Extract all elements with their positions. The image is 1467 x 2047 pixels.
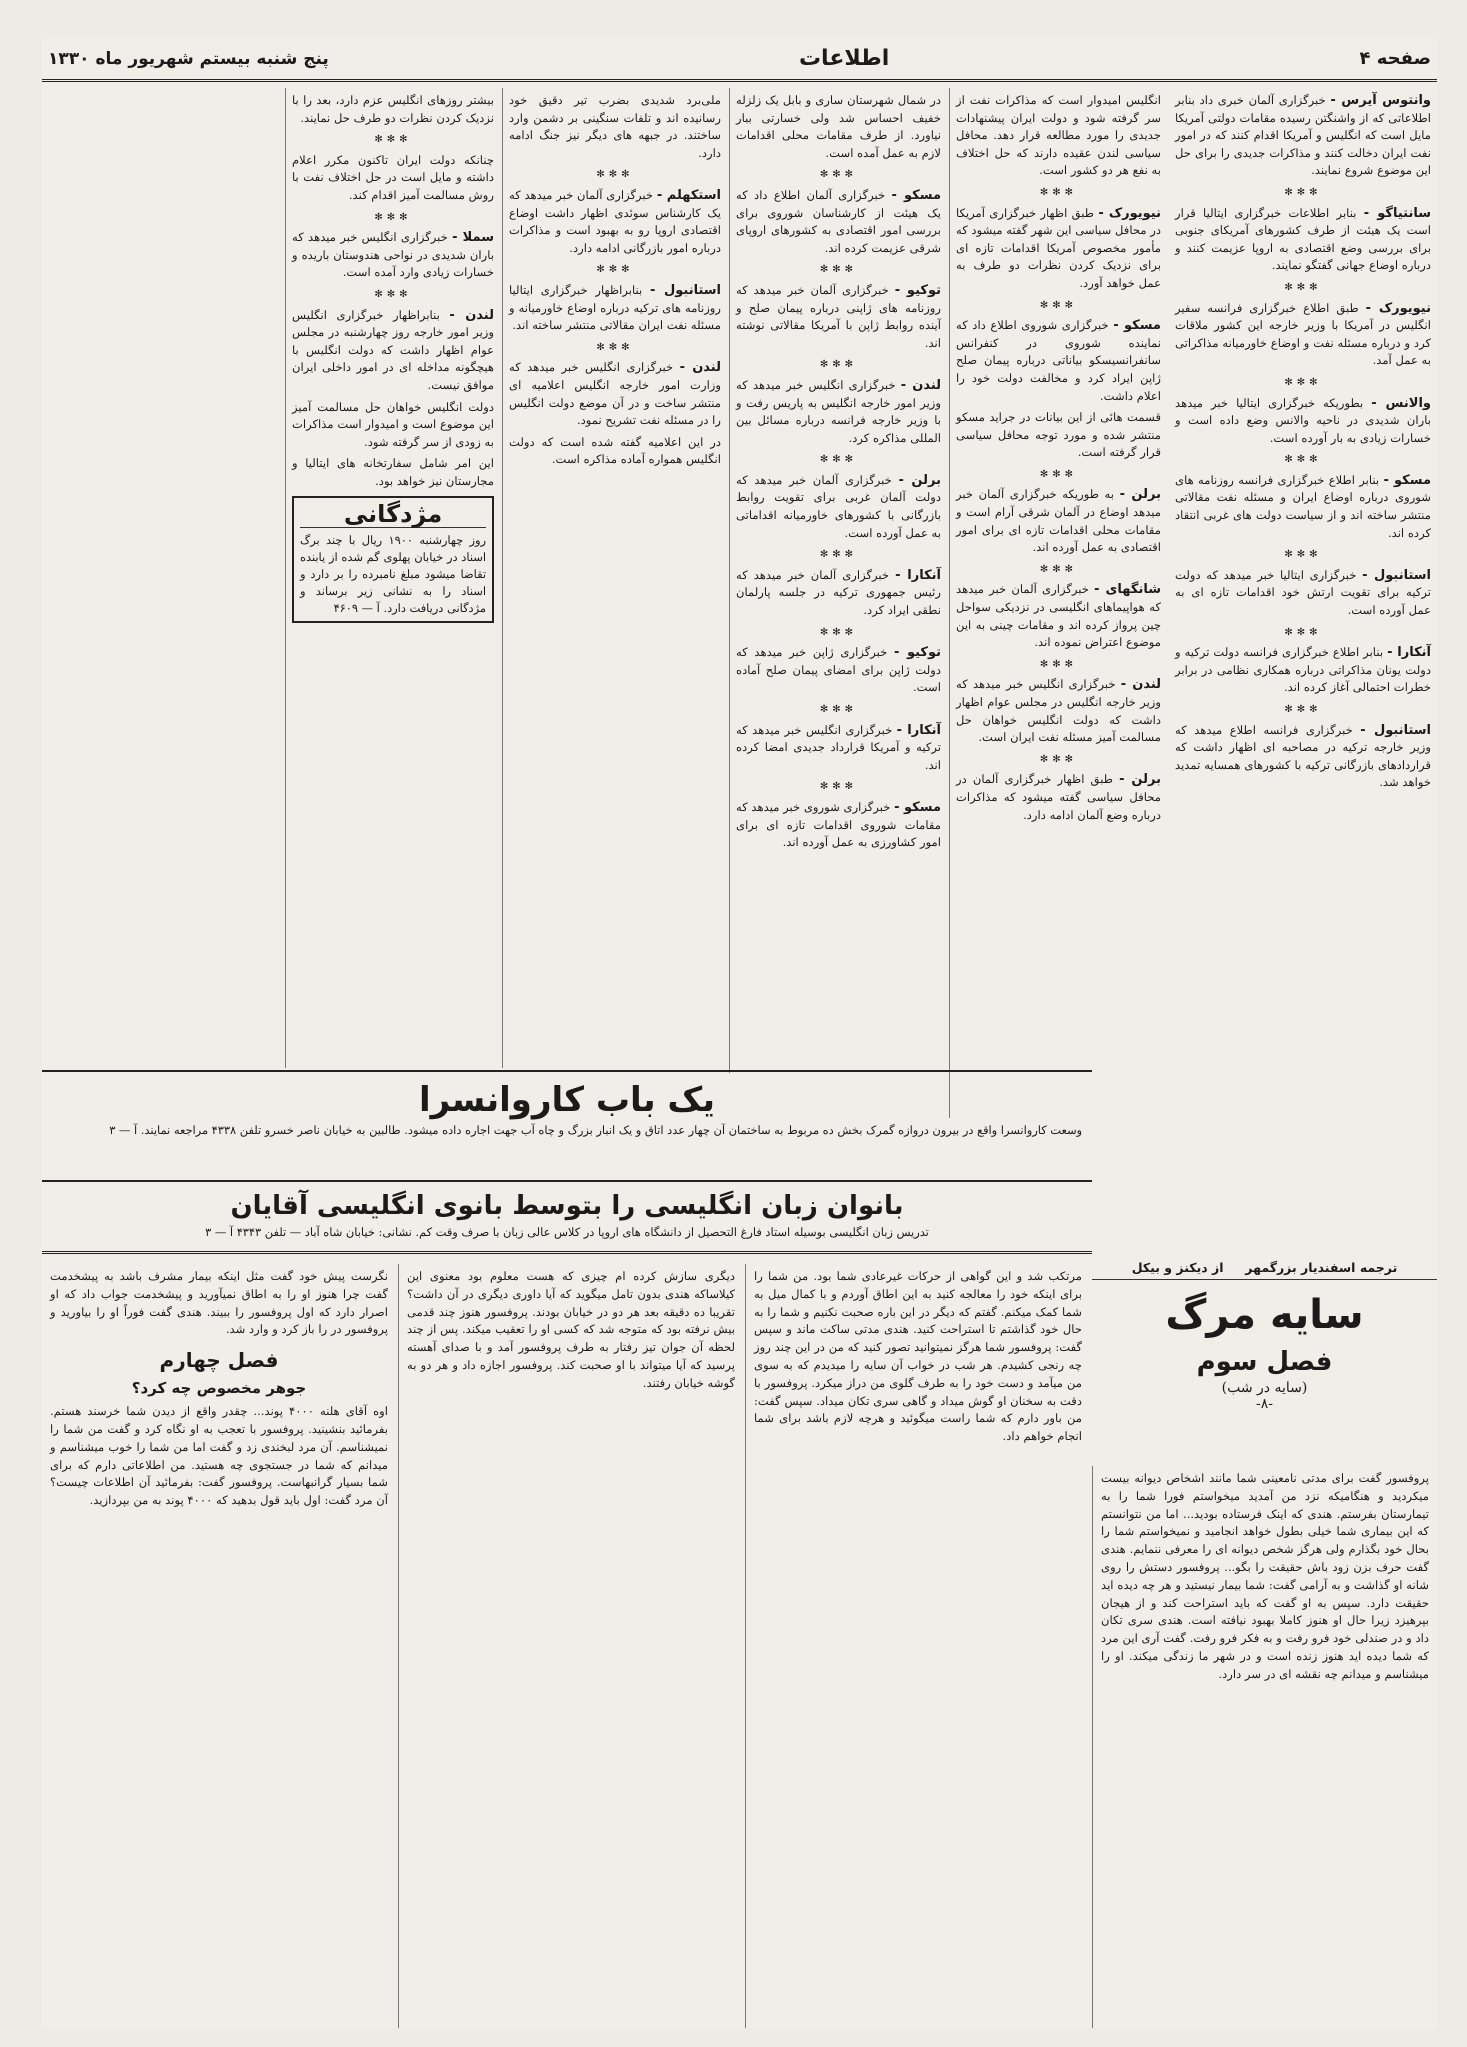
news-text: خبرگزاری شوروی خبر میدهد که مقامات شوروی اقدامات تازه ای برای امور کشاورزی به عمل آورده اند.	[736, 799, 941, 850]
dateline: استانبول -	[1360, 722, 1431, 738]
news-column-4	[502, 88, 727, 1068]
serial-title: سایه مرگ	[1165, 1292, 1364, 1338]
serial-column-4	[42, 1264, 396, 2028]
news-text: خبرگزاری آلمان خبر میدهد که یک کارشناس سوئدی اظهار داشت اوضاع اقتصادی اروپا رو به بهبود است و مذاکرات درباره امور بازرگانی ادامه دارد.	[509, 187, 721, 255]
separator: ✻✻✻	[1039, 753, 1078, 765]
news-item	[956, 317, 1161, 405]
news-item	[509, 434, 721, 469]
news-item	[736, 472, 941, 542]
news-text: طبق اظهار خبرگزاری آلمان در محافل سیاسی گفته میشود که مذاکرات درباره وضع آلمان ادامه دارد.	[956, 772, 1161, 822]
english-lessons-ad-body: تدریس زبان انگلیسی بوسیله استاد فارغ التحصیل از دانشگاه های اروپا در کلاس عالی زبان با صرف وقت کم. نشانی: خیابان شاه آباد — تلفن ۴۳۴۳ آ — ۳	[205, 1225, 929, 1239]
dateline: نیویورک -	[1365, 300, 1431, 316]
dateline: استانبول -	[1362, 567, 1432, 583]
news-text: بنابر اطلاع خبرگزاری فرانسه روزنامه های شوروی درباره اوضاع ایران و مسئله نفت مقالاتی منتشر ساخته اند و از سیاست دولت های غربی انتقاد کرده اند.	[1175, 472, 1431, 540]
serial-column-3	[398, 1264, 743, 2028]
news-text: خبرگزاری ایتالیا خبر میدهد که دولت ترکیه برای تقویت ارتش خود اقدامات تازه ای به عمل آورده است.	[1175, 567, 1431, 618]
dateline: والانس -	[1371, 395, 1431, 411]
news-item	[956, 676, 1161, 746]
english-lessons-ad-title: بانوان زبان انگلیسی را بتوسط بانوی انگلیسی آقایان	[230, 1191, 904, 1221]
news-text: خبرگزاری انگلیس خبر میدهد که وزیر امور خارجه انگلیس به پاریس رفت و با وزیر خارجه فرانسه درباره مسائل بین المللی مذاکره کرد.	[736, 377, 941, 445]
news-item	[292, 229, 494, 282]
dateline: وانتوس آیرس -	[1330, 93, 1431, 108]
caravanserai-ad-title: یک باب کاروانسرا	[418, 1080, 716, 1120]
news-text: بیشتر روزهای انگلیس عزم دارد، بعد را با نزدیک کردن نظرات دو طرف حل نمایند.	[292, 93, 494, 125]
news-item	[736, 722, 941, 775]
news-text: بطوریکه خبرگزاری ایتالیا خبر میدهد باران شدیدی در ناحیه والانس وضع داده است و خسارات زیادی به بار آورده است.	[1175, 395, 1431, 445]
news-item	[956, 581, 1161, 651]
news-item	[736, 282, 941, 352]
dateline: مسکو -	[1113, 318, 1161, 334]
serial-text: اوه آقای هلنه ۴۰۰۰ پوند... چقدر واقع از دیدن شما خرسند هستم. بفرمائید بنشینید. پروفسور با تعجب به او نگاه کرد و گفت من شما را نمیشناسم. آن مرد لبخندی زد و گفت اما من شما را خوب میشناسم و میدانم که شما در جستجوی چه هستید. من اطلاعاتی دارم که برای شما بسیار گرانبهاست. پروفسور گفت: بفرمائید آن اطلاعات چیست؟ آن مرد گفت: اول باید قول بدهید که ۴۰۰۰ پوند به من بپردازید.	[50, 1404, 388, 1508]
newspaper-page	[42, 38, 1437, 2028]
chapter-4-subtitle: جوهر مخصوص چه کرد؟	[131, 1379, 307, 1398]
separator: ✻✻✻	[1284, 281, 1322, 293]
dateline: برلن -	[1119, 487, 1161, 503]
dateline: برلن -	[1119, 772, 1161, 788]
news-column-2	[949, 88, 1167, 1118]
news-text: بنابراظهار خبرگزاری ایتالیا روزنامه های ترکیه درباره اوضاع خاورمیانه و مسئله نفت ایران مقالاتی منتشر ساخته اند.	[509, 282, 721, 333]
separator: ✻✻✻	[1284, 626, 1322, 638]
issue-date: پنج شنبه بیستم شهریور ماه ۱۳۳۰	[48, 48, 329, 69]
news-item	[509, 92, 721, 162]
dateline: لندن -	[900, 377, 942, 393]
news-columns	[42, 88, 1437, 1118]
serial-header	[1092, 1256, 1437, 1461]
news-column-5	[285, 88, 500, 1068]
dateline: استانبول -	[649, 282, 721, 298]
installment-number: -۸-	[1256, 1396, 1273, 1412]
news-item	[509, 282, 721, 335]
news-text: خبرگزاری انگلیس خبر میدهد که باران شدیدی در نواحی هندوستان باریده و خسارات زیادی وارد آمده است.	[292, 230, 494, 280]
separator: ✻✻✻	[374, 134, 412, 146]
dateline: شانگهای -	[1094, 582, 1161, 598]
separator: ✻✻✻	[1284, 454, 1322, 466]
news-text: طبق اظهار خبرگزاری آمریکا در محافل سیاسی این شهر گفته میشود که مأمور مخصوص آمریکا اقدامات تازه ای برای نزدیک کردن نظرات دو طرف به عمل خواهد آورد.	[956, 205, 1161, 290]
news-item	[292, 455, 494, 490]
news-item	[736, 377, 941, 447]
separator: ✻✻✻	[1284, 376, 1322, 388]
news-item	[292, 152, 494, 205]
serial-text: نگرست پیش خود گفت مثل اینکه بیمار مشرف باشد به پیشخدمت گفت چرا هنوز او را به اطاق نمیآورید و پیشخدمت جواب داد که او اصرار دارد که اول پروفسور را ببیند. هندی گفت فوراً او را بیاورید و پروفسور در را باز کرد و وارد شد.	[50, 1269, 388, 1337]
masthead	[42, 38, 1437, 82]
news-text: بنابر اطلاع خبرگزاری فرانسه دولت ترکیه و دولت یونان مذاکراتی درباره همکاری نظامی در برابر خطرات احتمالی آغاز کرده اند.	[1175, 645, 1431, 695]
serial-column-1	[1092, 1466, 1437, 2028]
author-credit: از دیکنز و بیکل	[1131, 1260, 1224, 1275]
news-item	[1175, 567, 1431, 620]
news-item	[956, 92, 1161, 180]
news-text: در این اعلامیه گفته شده است که دولت انگلیس همواره آماده مذاکره است.	[509, 434, 721, 467]
separator: ✻✻✻	[1039, 299, 1078, 311]
news-text: خبرگزاری فرانسه اطلاع میدهد که وزیر خارجه ترکیه در مصاحبه ای اظهار داشت که قراردادهای بازرگانی ترکیه با کشورهای همسایه تمدید خواهد شد.	[1175, 722, 1431, 790]
news-text: طبق اطلاع خبرگزاری فرانسه سفیر انگلیس در آمریکا با وزیر خارجه این کشور ملاقات کرد و درباره مسئله نفت و اوضاع خاورمیانه مذاکراتی به عمل آمد.	[1175, 300, 1431, 368]
news-text: خبرگزاری انگلیس خبر میدهد که وزارت امور خارجه انگلیس اعلامیه ای منتشر ساخت و در آن موضع دولت انگلیس را در مسئله نفت تشریح نمود.	[509, 360, 721, 428]
dateline: مسکو -	[891, 187, 941, 203]
news-item	[736, 567, 941, 620]
dateline: آنکارا -	[895, 567, 941, 583]
dateline: نیویورک -	[1098, 205, 1161, 221]
news-text: بنابر اطلاعات خبرگزاری ایتالیا قرار است یک هیئت از طرف کشورهای آمریکای جنوبی برای بررسی وضع اقتصادی به اروپا عزیمت کنند و درباره اوضاع جهانی گفتگو نمایند.	[1175, 205, 1431, 273]
news-item	[292, 307, 494, 395]
separator: ✻✻✻	[1039, 468, 1078, 480]
dateline: توکیو -	[894, 645, 941, 661]
dateline: استکهلم -	[656, 187, 721, 203]
news-text: خبرگزاری آلمان خبر میدهد که هواپیماهای انگلیسی در نزدیکی سواحل چین پرواز کرده اند و مقامات چینی به این موضوع اعتراض نموده اند.	[956, 582, 1161, 650]
news-text: خبرگزاری انگلیس خبر میدهد که ترکیه و آمریکا قرارداد جدیدی امضا کرده اند.	[736, 722, 941, 772]
separator: ✻✻✻	[1284, 549, 1322, 561]
caravanserai-ad	[42, 1070, 1092, 1178]
serial-text: دیگری سازش کرده ام چیزی که هست معلوم بود معنوی این کیلاساکه هندی بدون تامل میگوید که آیا داوری دیگری در آن داشت؟ تقریبا ده دقیقه بعد هر دو در خیابان بودند. پروفسور هنوز چند قدمی بیش نرفته بود که متوجه شد که کسی او را تعقیب میکند. پس از چند لحظه آن جوان تیز رفتار به طرف پروفسور آمد و با صدای آهسته پرسید که آیا میتواند با او صحبت کند. پروفسور اجازه داد و هر دو به گوشه خیابان رفتند.	[407, 1269, 735, 1390]
news-text: بنابراظهار خبرگزاری انگلیس وزیر امور خارجه روز چهارشنبه در مجلس عوام اظهار داشت که دولت انگلیس با هیچگونه مداخله ای در امور داخلی ایران موافق نیست.	[292, 307, 494, 392]
news-text: ملی‌برد شدیدی بضرب تیر دقیق خود رسانیده اند و تلفات سنگینی بر دشمن وارد ساختند. در جبهه های دیگر نیز جنگ ادامه دارد.	[509, 93, 721, 160]
news-item	[1175, 395, 1431, 448]
news-item	[736, 187, 941, 257]
reward-notice-body: روز چهارشنبه ۱۹۰۰ ریال با چند برگ اسناد در خیابان پهلوی گم شده از یابنده تقاضا میشود مبلغ نامبرده را بر دارد و اسناد را به نشانی زیر برساند و مژدگانی دریافت دارد. آ — ۴۶۰۹	[300, 533, 486, 616]
news-column-3	[729, 88, 947, 1073]
reward-notice	[292, 496, 494, 623]
news-text: خبرگزاری آلمان خبر میدهد که رئیس جمهوری ترکیه در جلسه پارلمان نطقی ایراد کرد.	[736, 567, 941, 618]
separator: ✻✻✻	[1284, 704, 1322, 715]
serial-column-2	[745, 1264, 1090, 2028]
news-column-1	[1169, 88, 1437, 1118]
news-text: انگلیس امیدوار است که مذاکرات نفت از سر گرفته شود و دولت ایران پیشنهادات جدیدی را مورد مطالعه قرار دهد. محافل سیاسی لندن عقیده دارند که حل اختلاف به نفع هر دو کشور است.	[956, 93, 1161, 178]
news-item	[1175, 300, 1431, 370]
news-item	[509, 187, 721, 257]
translator-credit: ترجمه اسفندیار بزرگمهر	[1245, 1260, 1398, 1275]
reward-notice-title: مژدگانی	[300, 502, 486, 528]
news-text: دولت انگلیس خواهان حل مسالمت آمیز این موضوع است و امیدوار است مذاکرات به زودی از سر گرفته شود.	[292, 399, 494, 449]
news-item	[956, 205, 1161, 293]
dateline: لندن -	[1120, 677, 1162, 693]
chapter-4-heading: فصل چهارم	[159, 1348, 279, 1373]
news-item	[1175, 205, 1431, 275]
separator: ✻✻✻	[596, 341, 634, 353]
news-text: خبرگزاری ژاپن خبر میدهد که دولت ژاپن برای امضای پیمان صلح آماده است.	[736, 645, 941, 695]
news-item	[509, 359, 721, 429]
news-item	[1175, 472, 1431, 542]
dateline: توکیو -	[894, 282, 941, 298]
chapter-subtitle: (سایه در شب)	[1221, 1380, 1308, 1396]
dateline: آنکارا -	[1387, 645, 1432, 661]
separator: ✻✻✻	[819, 549, 858, 561]
separator: ✻✻✻	[819, 626, 858, 638]
dateline: برلن -	[898, 472, 941, 488]
news-text: خبرگزاری آلمان خبری داد بنابر اطلاعاتی که از واشنگتن رسیده مقامات دولتی آمریکا مایل است که انگلیس و آمریکا اقدام کنند که در امور نفت ایران دخالت کنند و مذاکرات جدیدی را برای حل این موضوع شروع نمایند.	[1175, 93, 1431, 178]
separator: ✻✻✻	[1039, 186, 1078, 198]
english-lessons-ad	[42, 1180, 1092, 1254]
news-item	[292, 399, 494, 452]
separator: ✻✻✻	[1284, 186, 1322, 198]
separator: ✻✻✻	[819, 704, 858, 715]
news-text: به طوریکه خبرگزاری آلمان خبر میدهد اوضاع در آلمان شرقی آرام است و مقامات محلی اقدامات تازه ای برای امور اقتصادی به عمل آورده اند.	[956, 487, 1161, 555]
separator: ✻✻✻	[1039, 563, 1078, 575]
dateline: سانتیاگو -	[1363, 205, 1432, 221]
separator: ✻✻✻	[819, 454, 858, 466]
serial-text: پروفسور گفت برای مدتی نامعینی شما مانند اشخاص دیوانه بیست میکردید و هنگامیکه نزد من آمدید میخواستم فورا شما را به تیمارستان بفرستم. هندی که اینک فرستاده بودید... اما من نتوانستم که این بیماری شما خیلی بطول خواهد انجامید و نمیخواستم شما را بحال خود بگذارم ولی هرگز شخص دیوانه ای را معرفی ننمایم. هندی گفت حرف بزن زود باش حقیقت را بگو... پروفسور دستش را روی شانه او گذاشت و به آرامی گفت: شما بیمار نیستید و هر چه دیده اید حقیقت دارد. سپس به او گفت که باید استراحت کند و از هیجان بپرهیزد زیرا حال او هنوز کاملا بهبود نیافته است. هندی سری تکان داد و در صندلی خود فرو رفت و به فکر فرو رفت. گفت آری این مرد که شما دیده اید هنوز زنده است و در شهر ما زندگی میکند. او را میشناسم و میدانم چه نقشه ای در سر دارد.	[1101, 1471, 1429, 1681]
separator: ✻✻✻	[819, 781, 858, 793]
separator: ✻✻✻	[596, 169, 634, 181]
news-text: خبرگزاری شوروی اطلاع داد که نماینده شوروی در کنفرانس سانفرانسیسکو بیاناتی درباره پیمان صلح ژاپن ایراد کرد و مخالفت دولت خود را اعلام داشت.	[956, 318, 1161, 403]
chapter-heading: فصل سوم	[1196, 1347, 1333, 1377]
news-item	[956, 771, 1161, 824]
dateline: آنکارا -	[896, 722, 942, 738]
news-item	[1175, 92, 1431, 180]
dateline: لندن -	[449, 307, 494, 323]
news-text: این امر شامل سفارتخانه های ایتالیا و مجارستان نیز خواهد بود.	[292, 456, 494, 488]
news-text: خبرگزاری انگلیس خبر میدهد که وزیر خارجه انگلیس در مجلس عوام اظهار داشت که دولت انگلیس خواهان حل مسالمت آمیز مسئله نفت ایران است.	[956, 677, 1161, 745]
news-item	[736, 799, 941, 852]
dateline: لندن -	[679, 360, 721, 376]
dateline: مسکو -	[894, 799, 941, 815]
news-item	[956, 486, 1161, 556]
news-text: خبرگزاری آلمان خبر میدهد که دولت آلمان غربی برای تقویت روابط بازرگانی با کشورهای خاورمیانه اقداماتی به عمل آورده است.	[736, 472, 941, 540]
serial-text: مرتکب شد و این گواهی از حرکات غیرعادی شما بود. من شما را برای اینکه خود را معالجه کنید به این اطاق آوردم و با کمال میل به شما کمک میکنم. گفتم که دیگر در این باره صحبت نکنیم و شما را به حال خود گذاشتم تا استراحت کنید. هندی مدتی ساکت ماند و سپس گفت: پروفسور شما هرگز نمیتوانید تصور کنید که من در این چند روز چه رنجی کشیدم. هر شب در خواب آن سایه را میدیدم که به سوی من میآمد و دست خود را به طرف گلوی من دراز میکرد. پروفسور با دقت به سخنان او گوش میداد و گاهی سری تکان میداد. سپس گفت: من باور دارم که شما راست میگوئید و هرچه لازم باشد برای شما انجام خواهم داد.	[754, 1269, 1082, 1444]
news-text: خبرگزاری آلمان اطلاع داد که یک هیئت از کارشناسان شوروی برای بررسی امور اقتصادی به کشورهای اروپای شرقی عزیمت کرده اند.	[736, 187, 941, 255]
news-item	[956, 409, 1161, 462]
dateline: سملا -	[452, 230, 495, 246]
separator: ✻✻✻	[374, 211, 412, 223]
news-item	[736, 92, 941, 162]
news-item	[1175, 722, 1431, 792]
news-text: خبرگزاری آلمان خبر میدهد که روزنامه های ژاپنی درباره پیمان صلح و آینده روابط ژاپن با آمریکا مقالاتی نوشته اند.	[736, 282, 941, 350]
page-number: صفحه ۴	[1359, 48, 1431, 69]
separator: ✻✻✻	[1039, 658, 1078, 670]
serial-credits	[1092, 1256, 1437, 1280]
separator: ✻✻✻	[819, 264, 858, 276]
news-text: قسمت هائی از این بیانات در جراید مسکو منتشر شده و مورد توجه محافل سیاسی قرار گرفته است.	[956, 410, 1161, 460]
separator: ✻✻✻	[819, 359, 858, 371]
serial-story	[42, 1256, 1437, 2028]
news-item	[736, 644, 941, 697]
dateline: مسکو -	[1383, 472, 1431, 488]
news-item	[292, 92, 494, 127]
separator: ✻✻✻	[596, 264, 634, 276]
news-item	[1175, 644, 1431, 697]
separator: ✻✻✻	[374, 288, 412, 300]
news-text: چنانکه دولت ایران تاکنون مکرر اعلام داشته و مایل است در حل اختلاف نفت با روش مسالمت آمیز اقدام کند.	[292, 152, 494, 202]
newspaper-name: اطلاعات	[798, 46, 890, 71]
news-text: در شمال شهرستان ساری و بابل یک زلزله خفیف احساس شد ولی خسارتی ببار نیاورد. از طرف مقامات محلی اقدامات لازم به عمل آمده است.	[736, 93, 941, 160]
caravanserai-ad-body: وسعت کاروانسرا واقع در بیرون دروازه گمرک بخش ده مربوط به ساختمان آن چهار عدد اتاق و یک انبار بزرگ و چاه آب جهت اجاره داده میشود. طالبین به خیابان ناصر خسرو تلفن ۴۳۳۸ مراجعه نمایند. آ — ۳	[109, 1123, 1082, 1137]
separator: ✻✻✻	[819, 169, 858, 181]
